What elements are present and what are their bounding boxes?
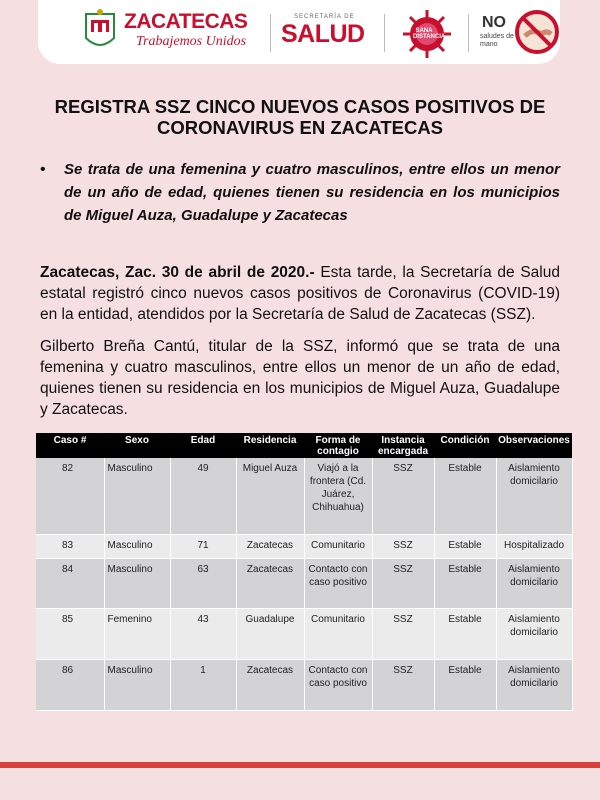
slogan: Trabajemos Unidos (136, 34, 247, 49)
table-cell: Aislamiento domicilario (496, 558, 572, 608)
column-header: Sexo (104, 433, 170, 458)
divider (468, 14, 469, 52)
column-header: Residencia (236, 433, 304, 458)
table-cell: Aislamiento domicilario (496, 608, 572, 659)
table-cell: Masculino (104, 659, 170, 710)
table-cell: Miguel Auza (236, 458, 304, 534)
table-cell: Contacto con caso positivo (304, 558, 372, 608)
zacatecas-wordmark: ZACATECAS (124, 10, 248, 33)
table-cell: 49 (170, 458, 236, 534)
dateline: Zacatecas, Zac. 30 de abril de 2020.- (40, 264, 315, 281)
table-cell: Contacto con caso positivo (304, 659, 372, 710)
table-cell: Masculino (104, 534, 170, 558)
table-cell: 86 (36, 659, 104, 710)
table-cell: Aislamiento domicilario (496, 659, 572, 710)
table-cell: Estable (434, 608, 496, 659)
table-cell: Estable (434, 534, 496, 558)
divider (384, 14, 385, 52)
table-header-row (36, 433, 572, 458)
table-row (36, 534, 572, 558)
table-cell: Comunitario (304, 608, 372, 659)
table-cell: 1 (170, 659, 236, 710)
table-cell: SSZ (372, 534, 434, 558)
table-row (36, 558, 572, 608)
table-cell: Zacatecas (236, 659, 304, 710)
table-cell: 84 (36, 558, 104, 608)
table-cell: Hospitalizado (496, 534, 572, 558)
column-header: Edad (170, 433, 236, 458)
column-header: Caso # (36, 433, 104, 458)
page-title: REGISTRA SSZ CINCO NUEVOS CASOS POSITIVOS DE CORONAVIRUS EN ZACATECAS (54, 96, 546, 138)
table-cell: SSZ (372, 608, 434, 659)
table-cell: SSZ (372, 558, 434, 608)
table-row (36, 458, 572, 534)
table-cell: 85 (36, 608, 104, 659)
table-cell: Masculino (104, 558, 170, 608)
table-cell: 82 (36, 458, 104, 534)
footer-rule (0, 762, 600, 768)
table-cell: 83 (36, 534, 104, 558)
paragraph-1 (40, 262, 560, 325)
table-cell: Comunitario (304, 534, 372, 558)
column-header: Observaciones (496, 433, 572, 458)
paragraph-2: Gilberto Breña Cantú, titular de la SSZ, informó que se trata de una femenina y cuatro masculinos, entre ellos un menor de un año de edad, quienes tienen su residencia en los municipios de Miguel Auza, Guadalupe y Zacatecas. (40, 338, 560, 418)
sana-distancia-label: SANA DISTANCIA (413, 28, 446, 40)
table-cell: 71 (170, 534, 236, 558)
summary-bullet: Se trata de una femenina y cuatro masculinos, entre ellos un menor de un año de edad, quienes tienen su residencia en los municipios de Miguel Auza, Guadalupe y Zacatecas (64, 161, 560, 224)
table-cell: Estable (434, 458, 496, 534)
table-cell: Aislamiento domicilario (496, 458, 572, 534)
table-cell: SSZ (372, 458, 434, 534)
table-cell: SSZ (372, 659, 434, 710)
column-header: Forma de contagio (304, 433, 372, 458)
divider (270, 14, 271, 52)
table-cell: Femenino (104, 608, 170, 659)
bullet-marker: • (40, 161, 46, 178)
table-cell: Guadalupe (236, 608, 304, 659)
no-label: NO (482, 14, 506, 31)
table-cell: 63 (170, 558, 236, 608)
table-cell: 43 (170, 608, 236, 659)
cases-table (36, 433, 573, 711)
table-cell: Estable (434, 558, 496, 608)
column-header: Condición (434, 433, 496, 458)
table-cell: Zacatecas (236, 558, 304, 608)
salud-wordmark: SALUD (281, 20, 365, 48)
table-row (36, 659, 572, 710)
no-handshake-icon (513, 8, 561, 56)
table-cell: Viajó a la frontera (Cd. Juárez, Chihuahua) (304, 458, 372, 534)
zacatecas-seal-icon (82, 8, 118, 54)
table-cell: Estable (434, 659, 496, 710)
no-saludes-label: saludes de mano (480, 33, 514, 48)
column-header: Instancia encargada (372, 433, 434, 458)
paragraph-1-text: Esta tarde, la Secretaría de Salud estatal registró cinco nuevos casos positivos de Coronavirus (COVID-19) en la entidad, atendidos por la Secretaría de Salud de Zacatecas (SSZ). (40, 264, 560, 323)
table-row (36, 608, 572, 659)
secretaria-label: SECRETARÍA DE (294, 14, 355, 20)
table-cell: Zacatecas (236, 534, 304, 558)
header-logos (38, 0, 560, 64)
table-cell: Masculino (104, 458, 170, 534)
